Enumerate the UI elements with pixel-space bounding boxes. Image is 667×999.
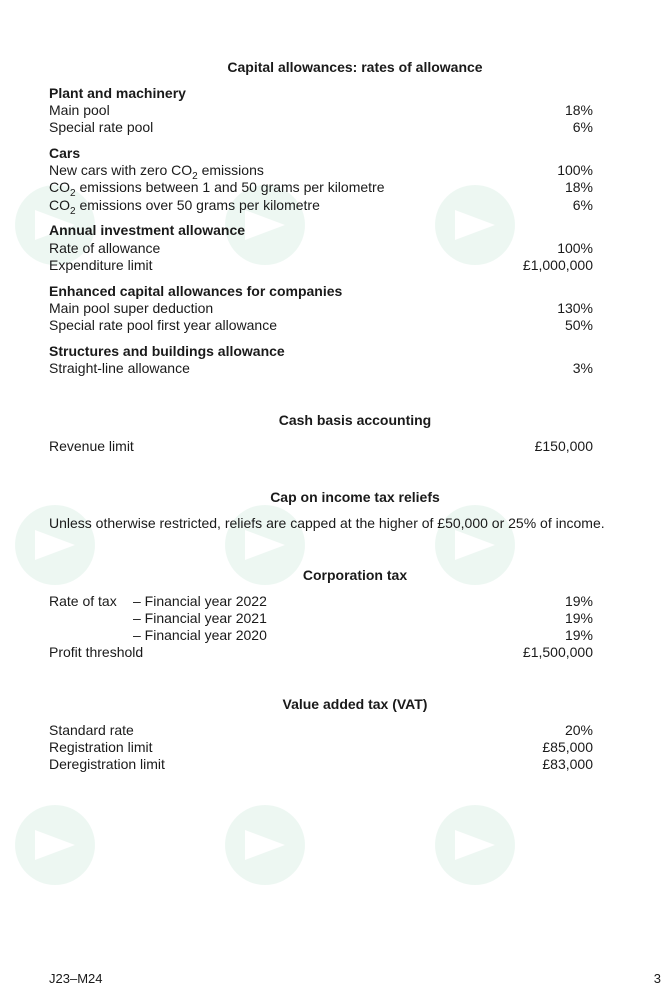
deregistration-limit-value: £83,000 [542, 756, 593, 772]
revenue-limit-value: £150,000 [534, 438, 593, 454]
aia-limit-label: Expenditure limit [49, 257, 153, 273]
sba-value: 3% [572, 360, 593, 376]
special-pool-value: 6% [572, 119, 593, 135]
aia-rate-label: Rate of allowance [49, 240, 161, 256]
watermark-logo-icon [430, 180, 520, 270]
revenue-limit-label: Revenue limit [49, 438, 134, 454]
fy2020-label: – Financial year 2020 [133, 627, 267, 643]
zero-emission-value: 100% [557, 162, 593, 178]
plant-machinery-heading: Plant and machinery [49, 85, 186, 101]
fy2021-label: – Financial year 2021 [133, 610, 267, 626]
fy2021-value: 19% [564, 610, 593, 626]
cash-basis-title: Cash basis accounting [278, 412, 432, 428]
mid-emission-label: $CO_2$ emissions between 1 and 50 grams per kilometre [49, 179, 385, 199]
high-emission-label: $CO_2$ emissions over 50 grams per kilometre [49, 197, 320, 217]
fy2022-label: – Financial year 2022 [133, 593, 267, 609]
watermark-logo-icon [220, 800, 310, 890]
page-number: 3 [653, 971, 661, 986]
rate-of-tax-label: Rate of tax [49, 593, 117, 609]
profit-threshold-label: Profit threshold [49, 644, 144, 660]
main-pool-value: 18% [564, 102, 593, 118]
watermark-logo-icon [10, 800, 100, 890]
cars-heading: Cars [49, 145, 81, 161]
zero-emission-label: New cars with zero $CO_2$ emissions [49, 162, 264, 182]
watermark-logo-icon [430, 800, 520, 890]
cap-reliefs-title: Cap on income tax reliefs [270, 489, 440, 505]
fya-label: Special rate pool first year allowance [49, 317, 278, 333]
mid-emission-value: 18% [564, 179, 593, 195]
high-emission-value: 6% [572, 197, 593, 213]
standard-rate-label: Standard rate [49, 722, 134, 738]
fy2022-value: 19% [564, 593, 593, 609]
standard-rate-value: 20% [564, 722, 593, 738]
aia-limit-value: £1,000,000 [522, 257, 593, 273]
fya-value: 50% [564, 317, 593, 333]
aia-rate-value: 100% [557, 240, 593, 256]
vat-title: Value added tax (VAT) [282, 696, 428, 712]
sba-heading: Structures and buildings allowance [49, 343, 285, 359]
main-pool-label: Main pool [49, 102, 110, 118]
special-pool-label: Special rate pool [49, 119, 154, 135]
profit-threshold-value: £1,500,000 [522, 644, 593, 660]
registration-limit-label: Registration limit [49, 739, 153, 755]
super-deduction-value: 130% [557, 300, 593, 316]
deregistration-limit-label: Deregistration limit [49, 756, 165, 772]
footer-code: J23–M24 [49, 971, 103, 986]
fy2020-value: 19% [564, 627, 593, 643]
cap-reliefs-text: Unless otherwise restricted, reliefs are capped at the higher of £50,000 or 25% of income. [49, 515, 605, 531]
capital-allowances-title: Capital allowances: rates of allowance [227, 59, 483, 75]
super-deduction-label: Main pool super deduction [49, 300, 214, 316]
corporation-tax-title: Corporation tax [302, 567, 408, 583]
sba-label: Straight-line allowance [49, 360, 190, 376]
registration-limit-value: £85,000 [542, 739, 593, 755]
enhanced-heading: Enhanced capital allowances for companies [49, 283, 343, 299]
aia-heading: Annual investment allowance [49, 222, 246, 238]
